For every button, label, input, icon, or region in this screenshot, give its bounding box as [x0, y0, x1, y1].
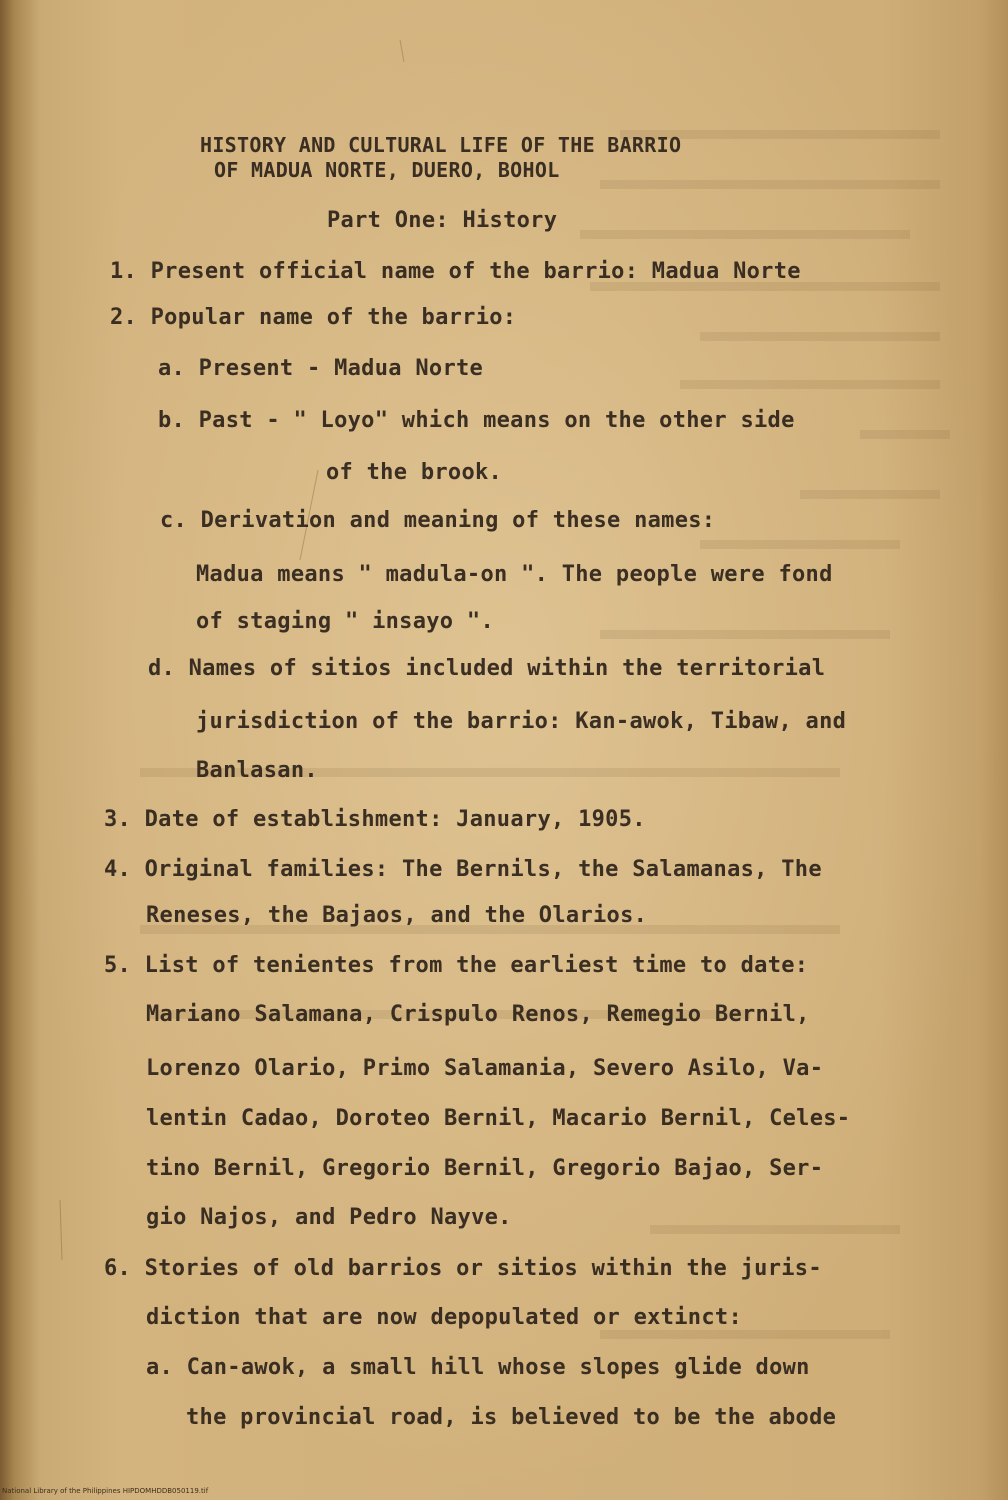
source-footer: National Library of the Philippines HIPDOMHDDB050119.tif [2, 1487, 209, 1495]
part-heading: Part One: History [327, 208, 558, 233]
text-line: Madua means " madula-on ". The people were fond [196, 562, 833, 587]
text-line: of staging " insayo ". [196, 609, 494, 634]
text-line: 5. List of tenientes from the earliest time to date: [104, 953, 809, 978]
text-line: of the brook. [326, 460, 503, 485]
text-line: Banlasan. [196, 758, 318, 783]
text-line: a. Present - Madua Norte [158, 356, 484, 381]
text-line: 1. Present official name of the barrio: Madua Norte [110, 259, 801, 284]
text-line: a. Can-awok, a small hill whose slopes glide down [146, 1355, 810, 1380]
text-line: Reneses, the Bajaos, and the Olarios. [146, 903, 648, 928]
text-line: c. Derivation and meaning of these names: [160, 508, 716, 533]
text-line: Mariano Salamana, Crispulo Renos, Remegio Bernil, [146, 1002, 810, 1027]
text-line: jurisdiction of the barrio: Kan-awok, Tibaw, and [196, 709, 847, 734]
text-line: gio Najos, and Pedro Nayve. [146, 1205, 512, 1230]
text-line: lentin Cadao, Doroteo Bernil, Macario Bernil, Celes- [146, 1106, 851, 1131]
document-title-line-1: HISTORY AND CULTURAL LIFE OF THE BARRIO [200, 133, 682, 157]
document-title-line-2: OF MADUA NORTE, DUERO, BOHOL [214, 158, 560, 182]
text-line: b. Past - " Loyo" which means on the other side [158, 408, 795, 433]
text-line: 4. Original families: The Bernils, the Salamanas, The [104, 857, 822, 882]
text-line: tino Bernil, Gregorio Bernil, Gregorio Bajao, Ser- [146, 1156, 824, 1181]
text-line: 2. Popular name of the barrio: [110, 305, 517, 330]
text-line: diction that are now depopulated or extinct: [146, 1305, 742, 1330]
text-line: d. Names of sitios included within the territorial [148, 656, 826, 681]
text-line: the provincial road, is believed to be the abode [186, 1405, 837, 1430]
text-line: 3. Date of establishment: January, 1905. [104, 807, 646, 832]
text-line: Lorenzo Olario, Primo Salamania, Severo Asilo, Va- [146, 1056, 824, 1081]
text-line: 6. Stories of old barrios or sitios within the juris- [104, 1256, 822, 1281]
